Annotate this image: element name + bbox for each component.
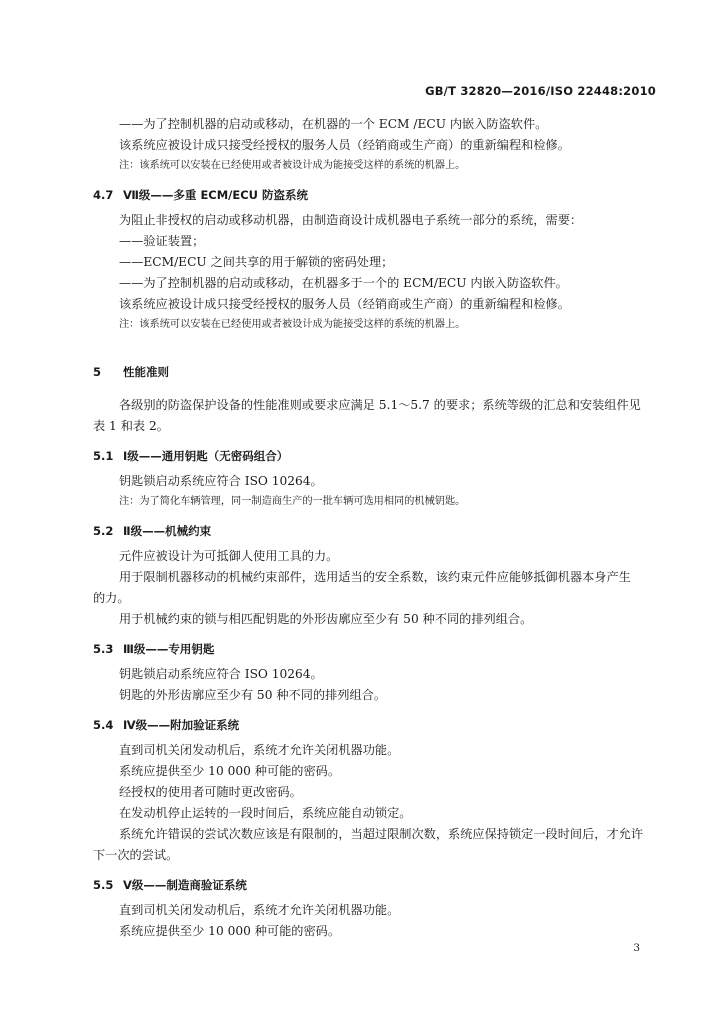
section-number: 5.5 (93, 878, 114, 892)
section-heading (93, 184, 663, 206)
section-heading (93, 874, 663, 896)
section-heading (93, 714, 663, 736)
spacer (93, 335, 663, 353)
section-number: 5.2 (93, 524, 114, 538)
paragraph-line: 钥匙锁启动系统应符合 ISO 10264。 (119, 667, 323, 681)
paragraph-line: 经授权的使用者可随时更改密码。 (119, 785, 302, 799)
paragraph-line: 元件应被设计为可抵御人使用工具的力。 (119, 549, 339, 563)
section-title: Ⅱ级——机械约束 (123, 524, 212, 538)
section-number: 5.3 (93, 642, 114, 656)
paragraph-continuation: 下一次的尝试。 (93, 848, 179, 862)
page-number: 3 (633, 942, 640, 954)
paragraph-line: 钥匙锁启动系统应符合 ISO 10264。 (119, 474, 323, 488)
section-heading (93, 520, 663, 542)
paragraph-line: ——ECM/ECU 之间共享的用于解锁的密码处理； (119, 255, 394, 269)
note-text: 注：该系统可以安装在已经使用或者被设计成为能接受这样的系统的机器上。 (119, 319, 466, 330)
paragraph-line: 用于机械约束的锁与相匹配钥匙的外形齿廓应至少有 50 种不同的排列组合。 (119, 612, 533, 626)
section-title: Ⅲ级——专用钥匙 (123, 642, 215, 656)
paragraph-continuation: 的力。 (93, 591, 130, 605)
section-heading (93, 361, 663, 383)
paragraph-line: 在发动机停止运转的一段时间后，系统应能自动锁定。 (119, 806, 412, 820)
paragraph-line: ——为了控制机器的启动或移动，在机器的一个 ECM /ECU 内嵌入防盗软件。 (119, 117, 548, 131)
section-number: 5.4 (93, 718, 114, 732)
section-heading (93, 445, 663, 467)
paragraph-line: 为阻止非授权的启动或移动机器，由制造商设计成机器电子系统一部分的系统，需要： (119, 213, 583, 227)
section-title: 性能准则 (123, 365, 169, 379)
paragraph-line: 该系统应被设计成只接受经授权的服务人员（经销商或生产商）的重新编程和检修。 (119, 138, 570, 152)
paragraph-line: 用于限制机器移动的机械约束部件，选用适当的安全系数，该约束元件应能够抵御机器本身产生 (119, 570, 631, 584)
section-title: Ⅴ级——制造商验证系统 (123, 878, 247, 892)
section-title: Ⅶ级——多重 ECM/ECU 防盗系统 (123, 188, 309, 202)
spacer (93, 387, 663, 395)
paragraph-line: 钥匙的外形齿廓应至少有 50 种不同的排列组合。 (119, 688, 387, 702)
note-text: 注：为了简化车辆管理，同一制造商生产的一批车辆可选用相同的机械钥匙。 (119, 496, 466, 507)
document-body (93, 114, 663, 942)
note-text: 注：该系统可以安装在已经使用或者被设计成为能接受这样的系统的机器上。 (119, 160, 466, 171)
paragraph-line: 该系统应被设计成只接受经授权的服务人员（经销商或生产商）的重新编程和检修。 (119, 297, 570, 311)
paragraph-line: 系统应提供至少 10 000 种可能的密码。 (119, 764, 341, 778)
paragraph-line: ——验证装置； (119, 234, 205, 248)
standard-header: GB/T 32820—2016/ISO 22448:2010 (425, 84, 656, 98)
section-title: Ⅳ级——附加验证系统 (123, 718, 240, 732)
paragraph-line: 系统允许错误的尝试次数应该是有限制的，当超过限制次数，系统应保持锁定一段时间后，才允许 (119, 827, 644, 841)
paragraph-line: ——为了控制机器的启动或移动，在机器多于一个的 ECM/ECU 内嵌入防盗软件。 (119, 276, 568, 290)
paragraph-line: 直到司机关闭发动机后，系统才允许关闭机器功能。 (119, 743, 400, 757)
paragraph-continuation: 表 1 和表 2。 (93, 419, 169, 433)
section-number: 5 (93, 365, 102, 379)
section-title: Ⅰ级——通用钥匙（无密码组合） (123, 449, 289, 463)
section-heading (93, 638, 663, 660)
section-number: 5.1 (93, 449, 114, 463)
paragraph-line: 系统应提供至少 10 000 种可能的密码。 (119, 924, 341, 938)
paragraph-line: 各级别的防盗保护设备的性能准则或要求应满足 5.1～5.7 的要求；系统等级的汇总和安装组件见 (119, 398, 641, 412)
paragraph-line: 直到司机关闭发动机后，系统才允许关闭机器功能。 (119, 903, 400, 917)
section-number: 4.7 (93, 188, 114, 202)
